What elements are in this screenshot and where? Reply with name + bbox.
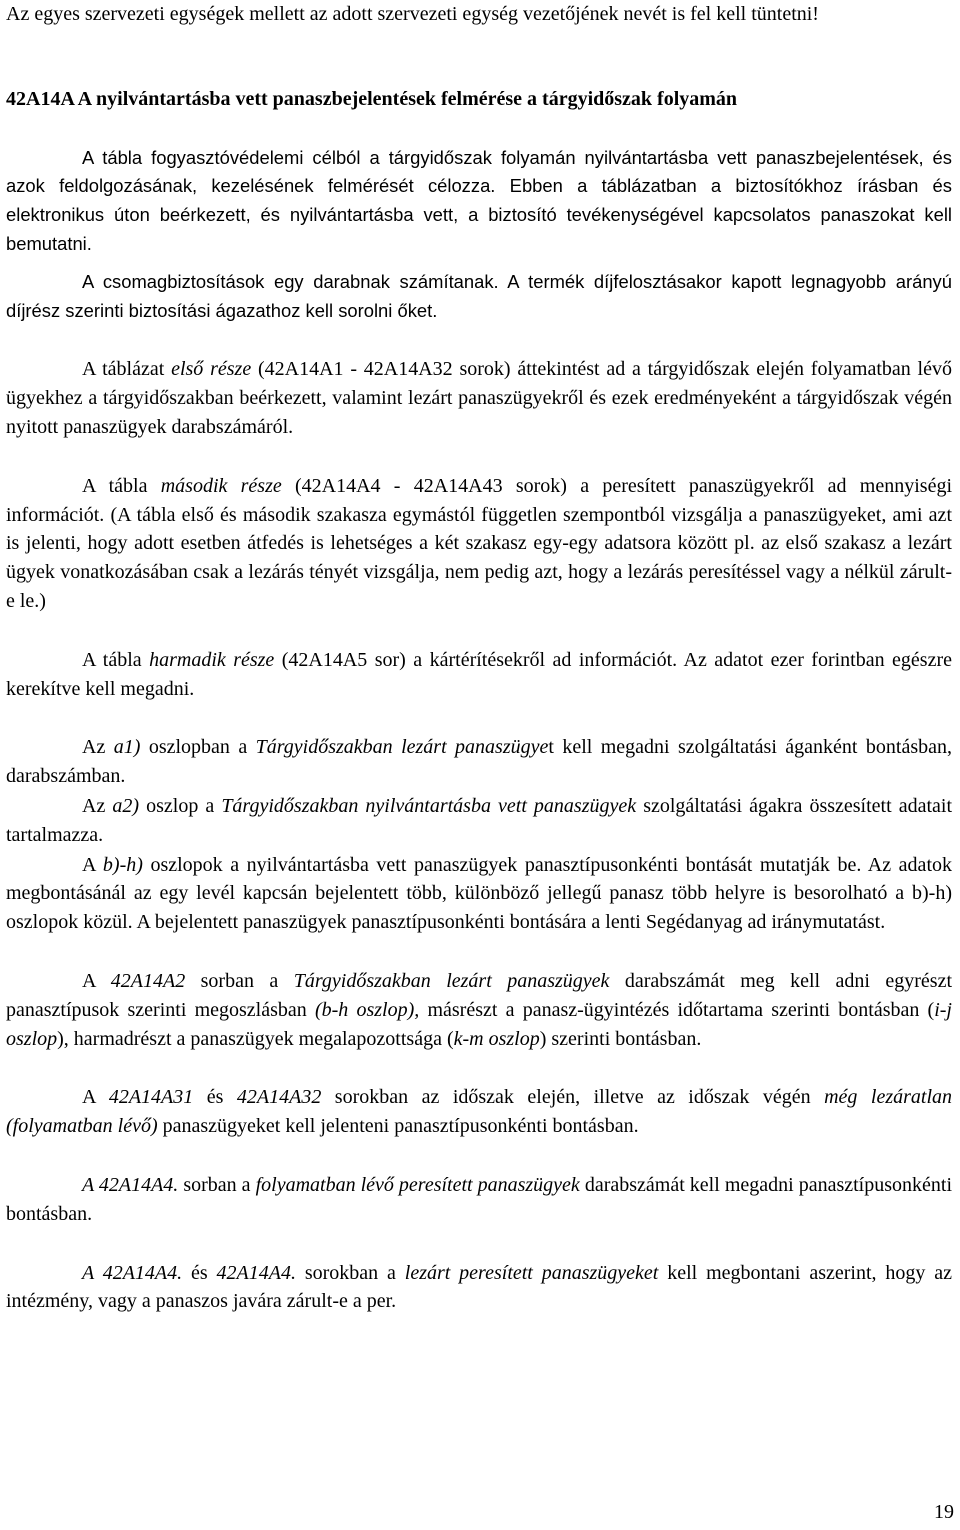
paragraph-column-a2: Az a2) oszlop a Tárgyidőszakban nyilvántartásba vett panaszügyek szolgáltatási ágakra összesített adatait tartalmazza. — [6, 794, 953, 846]
paragraph-first-part: A táblázat első része (42A14A1 - 42A14A32 sorok) áttekintést ad a tárgyidőszak elején folyamatban lévő ügyekhez a tárgyidőszakban beérkezett, valamint lezárt panaszügyekről és ezek eredményeként a tárgyidőszak végén nyitott panaszügyek darabszámáról. — [6, 358, 952, 438]
page-number: 19 — [934, 1501, 954, 1523]
paragraph-columns-b-h: A b)-h) oszlopok a nyilvántartásba vett panaszügyek panasztípusonkénti bontását mutatják be. Az adatok megbontásánál az egy levél kapcsán bejelentett több, különböző jellegű panasz több helyre is besorolható a b)-h) oszlopok közül. A bejelentett panaszügyek panasztípusonkénti bontására a lenti Segédanyag ad iránymutatást. — [6, 853, 952, 934]
paragraph-rows-42a14a4-closed: A 42A14A4. és 42A14A4. sorokban a lezárt peresített panaszügyeket kell megbontani aszerint, hogy az intézmény, vagy a panaszos javára zárult-e a per. — [6, 1261, 953, 1313]
paragraph-column-a1: Az a1) oszlopban a Tárgyidőszakban lezárt panaszügyet kell megadni szolgáltatási áganként bontásban, darabszámban. — [6, 736, 952, 788]
paragraph-rows-42a14a31-32: A 42A14A31 és 42A14A32 sorokban az időszak elején, illetve az időszak végén még lezáratlan (folyamatban lévő) panaszügyeket kell jelenteni panasztípusonkénti bontásban. — [6, 1086, 953, 1138]
document-page — [6, 0, 952, 1316]
paragraph-row-42a14a2: A 42A14A2 sorban a Tárgyidőszakban lezárt panaszügyek darabszámát meg kell adni egyrészt panasztípusok szerinti megoszlásban (b-h oszlop), másrészt a panasz-ügyintézés időtartama szerinti bontásban (i-j oszlop), harmadrészt a panaszügyek megalapozottsága (k-m oszlop) szerinti bontásban. — [6, 969, 953, 1050]
intro-paragraph: Az egyes szervezeti egységek mellett az adott szervezeti egység vezetőjének nevét is fel kell tüntetni! — [6, 3, 819, 25]
paragraph-row-42a14a4: A 42A14A4. sorban a folyamatban lévő peresített panaszügyek darabszámát kell megadni panasztípusonkénti bontásban. — [6, 1173, 953, 1225]
paragraph-third-part: A tábla harmadik része (42A14A5 sor) a kártérítésekről ad információt. Az adatot ezer forintban egészre kerekítve kell megadni. — [6, 648, 953, 700]
paragraph-table-purpose: A tábla fogyasztóvédelemi célból a tárgyidőszak folyamán nyilvántartásba vett panaszbejelentések, és azok feldolgozásának, kezelésének felmérését célozza. Ebben a táblázatban a biztosítókhoz írásban és elektronikus úton beérkezett, és nyilvántartásba vett, a biztosító tevékenységével kapcsolatos panaszokat kell bemutatni. — [6, 146, 952, 254]
paragraph-package-insurance: A csomagbiztosítások egy darabnak számítanak. A termék díjfelosztásakor kapott legnagyobb arányú díjrész szerinti biztosítási ágazathoz kell sorolni őket. — [6, 270, 952, 321]
paragraph-second-part: A tábla második része (42A14A4 - 42A14A43 sorok) a peresített panaszügyekről ad mennyiségi információt. (A tábla első és második szakasza egymástól független szempontból vizsgálja a panaszügyeket, ami azt is jelenti, hogy adott esetben átfedés is lehetséges a két szakasz egy-egy adatsora között pl. az első szakasz a lezárt ügyek vonatkozásában csak a lezárás tényét vizsgálja, nem pedig azt, hogy a lezárás peresítéssel vagy a nélkül zárult-e le.) — [6, 474, 953, 612]
section-heading: 42A14A A nyilvántartásba vett panaszbejelentések felmérése a tárgyidőszak folyamán — [6, 87, 738, 110]
